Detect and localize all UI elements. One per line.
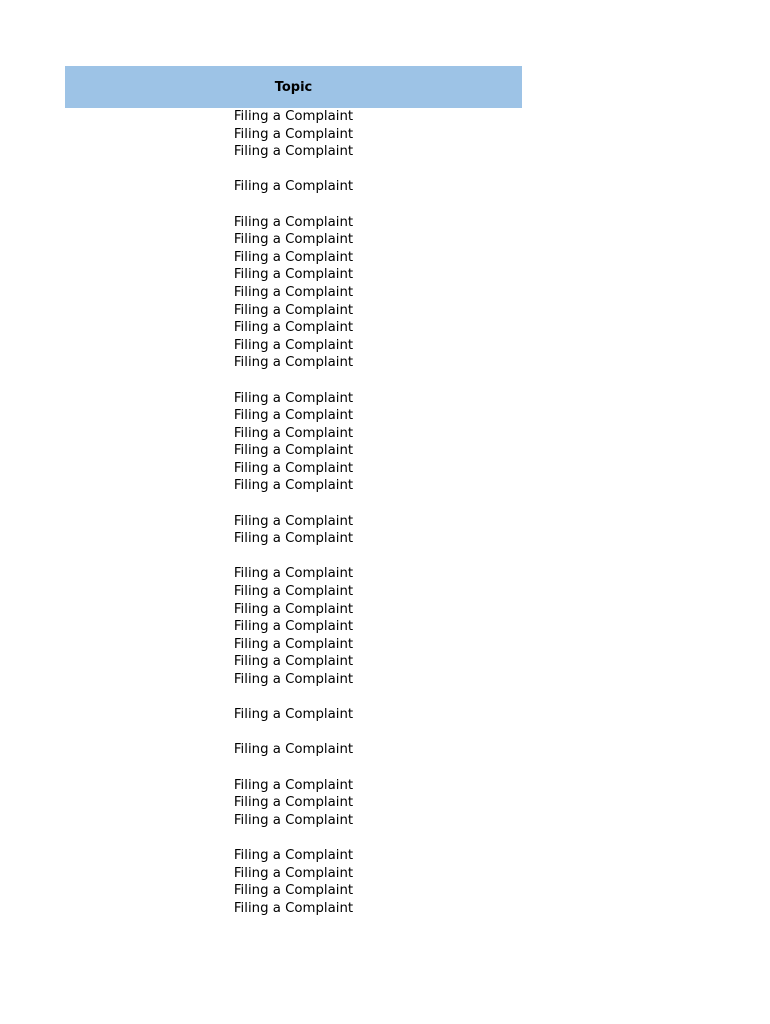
table-row: Filing a Complaint [233, 460, 354, 476]
table-row: Filing a Complaint [233, 584, 354, 600]
table-row: Filing a Complaint [233, 214, 354, 230]
table-row [65, 724, 522, 742]
table-row [65, 829, 522, 847]
table-row: Filing a Complaint [233, 672, 354, 687]
table-row: Filing a Complaint [233, 812, 354, 828]
table-row: Filing a Complaint [233, 355, 354, 371]
table-row: Filing a Complaint [233, 478, 354, 494]
table-row: Filing a Complaint [233, 425, 354, 441]
table-row: Filing a Complaint [233, 636, 354, 652]
table-row: Filing a Complaint [233, 284, 354, 300]
table-row [65, 495, 522, 513]
table-row: Filing a Complaint [233, 707, 354, 723]
table-row: Filing a Complaint [233, 900, 354, 916]
table-row: Filing a Complaint [233, 865, 354, 881]
table-row [65, 548, 522, 566]
table-row: Filing a Complaint [233, 337, 354, 353]
table-row [65, 689, 522, 707]
table-row [65, 372, 522, 390]
table-row: Filing a Complaint [233, 795, 354, 811]
table-body [65, 108, 522, 917]
table-row: Filing a Complaint [233, 443, 354, 459]
table-row: Filing a Complaint [233, 601, 354, 617]
table-row: Filing a Complaint [233, 742, 354, 758]
table-row: Filing a Complaint [233, 566, 354, 582]
table-row: Filing a Complaint [233, 109, 354, 124]
table-row: Filing a Complaint [233, 302, 354, 318]
table-row: Filing a Complaint [233, 267, 354, 283]
table-row: Filing a Complaint [233, 320, 354, 336]
column-header-topic: Topic [65, 66, 522, 108]
table-row: Filing a Complaint [233, 232, 354, 248]
table-row: Filing a Complaint [233, 883, 354, 899]
table-row: Filing a Complaint [233, 654, 354, 670]
table-row: Filing a Complaint [233, 179, 354, 195]
table-row [65, 161, 522, 179]
table-row: Filing a Complaint [233, 126, 354, 142]
table-row: Filing a Complaint [233, 513, 354, 529]
table-row: Filing a Complaint [233, 777, 354, 793]
table-row: Filing a Complaint [233, 847, 354, 863]
table-row: Filing a Complaint [233, 619, 354, 635]
table-row: Filing a Complaint [233, 408, 354, 424]
table-row [65, 196, 522, 214]
table-row: Filing a Complaint [233, 249, 354, 265]
spreadsheet-table [65, 66, 522, 917]
table-row: Filing a Complaint [233, 531, 354, 547]
table-row [65, 759, 522, 777]
table-row: Filing a Complaint [233, 390, 354, 406]
table-row: Filing a Complaint [233, 144, 354, 160]
